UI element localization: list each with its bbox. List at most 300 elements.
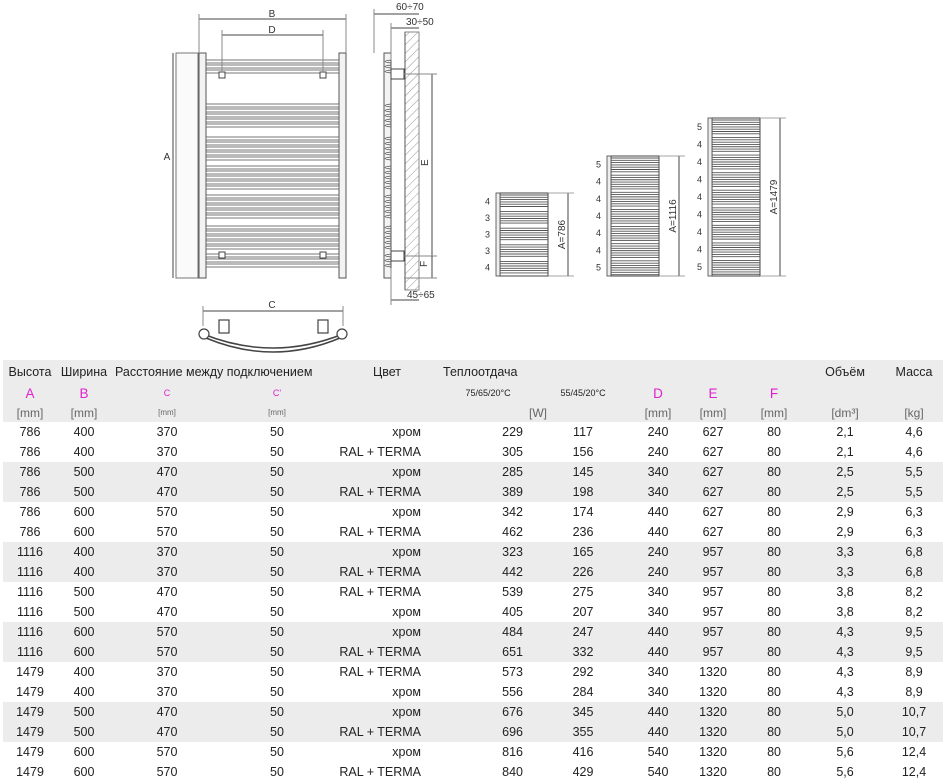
table-cell: 50 xyxy=(270,585,284,599)
table-cell: 786 xyxy=(19,445,41,459)
table-cell: 470 xyxy=(156,605,178,619)
table-cell: 389 xyxy=(443,482,533,502)
table-cell: 600 xyxy=(57,622,111,642)
table-cell: 400 xyxy=(73,445,95,459)
model-spacing-label: 4 xyxy=(696,174,702,185)
table-cell: 470 xyxy=(111,462,223,482)
label-a: A xyxy=(163,152,171,163)
table-cell: 50 xyxy=(270,445,284,459)
table-cell: 2,5 xyxy=(805,462,885,482)
table-cell: 370 xyxy=(111,562,223,582)
side-view xyxy=(374,9,437,305)
model-height-label: A=786 xyxy=(557,219,568,250)
letter-e: E xyxy=(683,383,743,403)
table-row xyxy=(3,462,943,482)
table-cell: 786 xyxy=(19,505,41,519)
table-row xyxy=(3,502,943,522)
table-cell: 1479 xyxy=(16,685,44,699)
table-cell: RAL + TERMA xyxy=(331,722,443,742)
table-cell: RAL + TERMA xyxy=(339,665,422,679)
model-spacing-label: 4 xyxy=(696,227,702,238)
table-cell: 340 xyxy=(647,605,669,619)
table-cell: 1320 xyxy=(683,722,743,742)
table-cell: 156 xyxy=(572,445,594,459)
table-cell: 229 xyxy=(502,425,524,439)
rail xyxy=(206,147,339,150)
table-cell: 1479 xyxy=(3,702,57,722)
table-cell: 400 xyxy=(73,425,95,439)
table-cell: 470 xyxy=(111,482,223,502)
table-cell: 440 xyxy=(633,722,683,742)
table-cell: 570 xyxy=(111,642,223,662)
table-cell: 80 xyxy=(743,462,805,482)
unit-volume: [dm³] xyxy=(805,403,885,422)
table-cell: 405 xyxy=(502,605,524,619)
table-cell: RAL + TERMA xyxy=(339,525,422,539)
table-cell: 500 xyxy=(73,605,95,619)
table-cell: 400 xyxy=(57,542,111,562)
table-cell: 8,2 xyxy=(905,585,923,599)
table-cell: 174 xyxy=(572,505,594,519)
label-d: D xyxy=(268,25,276,36)
table-cell: 1116 xyxy=(3,562,57,582)
table-cell: 540 xyxy=(647,765,669,779)
table-cell: 500 xyxy=(57,482,111,502)
table-cell: 1116 xyxy=(17,605,43,619)
table-cell: 696 xyxy=(443,722,533,742)
rail xyxy=(206,241,339,244)
table-cell: хром xyxy=(392,745,422,759)
model-spacing-label: 4 xyxy=(696,209,702,220)
model-spacing-label: 4 xyxy=(484,262,490,273)
table-cell: хром xyxy=(392,685,422,699)
table-cell: 236 xyxy=(572,525,594,539)
unit-c2: [mm] xyxy=(223,403,331,422)
rail xyxy=(206,226,339,229)
table-cell: 627 xyxy=(702,525,724,539)
model-spacing-label: 4 xyxy=(595,228,601,239)
table-cell: 600 xyxy=(73,505,95,519)
table-cell: 2,5 xyxy=(805,482,885,502)
table-cell: 198 xyxy=(533,482,633,502)
table-cell: 1320 xyxy=(683,702,743,722)
table-cell: 440 xyxy=(647,505,669,519)
rail xyxy=(206,195,339,198)
rail xyxy=(206,70,339,73)
rail xyxy=(206,157,339,160)
table-cell: 226 xyxy=(533,562,633,582)
rail xyxy=(206,104,339,107)
table-cell: хром xyxy=(392,505,422,519)
table-row xyxy=(3,542,943,562)
model-collector xyxy=(708,118,712,276)
table-cell: 400 xyxy=(73,665,95,679)
table-cell: 370 xyxy=(111,542,223,562)
table-cell: 6,3 xyxy=(905,505,923,519)
rail xyxy=(206,166,339,169)
table-cell: 370 xyxy=(156,685,178,699)
table-row xyxy=(3,742,943,762)
table-cell: 570 xyxy=(156,765,178,779)
header-color: Цвет xyxy=(331,360,443,383)
table-cell: 340 xyxy=(633,462,683,482)
table-cell: 80 xyxy=(767,605,781,619)
table-cell: 4,3 xyxy=(805,642,885,662)
table-cell: 570 xyxy=(156,505,178,519)
table-cell: 627 xyxy=(683,482,743,502)
model-spacing-label: 5 xyxy=(696,262,702,273)
table-cell: RAL + TERMA xyxy=(331,642,443,662)
table-cell: 50 xyxy=(270,525,284,539)
table-cell: 340 xyxy=(647,665,669,679)
table-cell: 240 xyxy=(633,542,683,562)
table-cell: 275 xyxy=(572,585,594,599)
table-cell: 786 xyxy=(3,482,57,502)
unit-mass: [kg] xyxy=(885,403,943,422)
rail xyxy=(206,236,339,239)
table-cell: 50 xyxy=(223,482,331,502)
table-row xyxy=(3,482,943,502)
rail xyxy=(206,60,339,63)
model-spacing-label: 4 xyxy=(595,245,601,256)
table-cell: 80 xyxy=(743,482,805,502)
unit-c: [mm] xyxy=(111,403,223,422)
table-cell: 1116 xyxy=(3,542,57,562)
table-cell: 8,9 xyxy=(905,665,923,679)
label-e: E xyxy=(420,159,431,166)
unit-d: [mm] xyxy=(633,403,683,422)
table-cell: 4,6 xyxy=(905,445,923,459)
table-cell: 1116 xyxy=(3,642,57,662)
model-spacing-label: 5 xyxy=(595,262,601,273)
model-3 xyxy=(697,118,786,276)
table-cell: 3,8 xyxy=(836,585,854,599)
table-cell: 50 xyxy=(270,665,284,679)
label-c: C xyxy=(268,300,276,311)
unit-f: [mm] xyxy=(743,403,805,422)
table-cell: 840 xyxy=(502,765,524,779)
table-cell: 50 xyxy=(223,702,331,722)
table-cell: 470 xyxy=(156,585,178,599)
table-cell: 80 xyxy=(767,585,781,599)
table-cell: 500 xyxy=(57,702,111,722)
table-body xyxy=(3,422,943,782)
rail xyxy=(206,264,339,267)
table-cell: 957 xyxy=(683,562,743,582)
letter-f: F xyxy=(743,383,805,403)
table-row xyxy=(3,682,943,702)
table-cell: 50 xyxy=(270,505,284,519)
table-cell: 50 xyxy=(223,622,331,642)
table-cell: хром xyxy=(392,605,422,619)
table-cell: RAL + TERMA xyxy=(339,585,422,599)
table-cell: 6,3 xyxy=(905,525,923,539)
table-cell: 786 xyxy=(3,462,57,482)
table-cell: 440 xyxy=(633,642,683,662)
table-cell: хром xyxy=(331,702,443,722)
rail xyxy=(206,231,339,234)
letter-b: B xyxy=(57,383,111,403)
model-spacing-label: 4 xyxy=(595,211,601,221)
table-row xyxy=(3,522,943,542)
table-cell: 4,3 xyxy=(805,622,885,642)
table-cell: 416 xyxy=(572,745,594,759)
model-height-label: A=1479 xyxy=(769,179,780,215)
table-cell: 332 xyxy=(533,642,633,662)
header-heat: Теплоотдача xyxy=(443,360,633,383)
table-cell: 570 xyxy=(156,525,178,539)
model-sketches xyxy=(485,118,786,276)
model-spacing-label: 4 xyxy=(595,176,601,187)
table-cell: 3,3 xyxy=(805,542,885,562)
table-cell: 50 xyxy=(270,765,284,779)
table-cell: 786 xyxy=(19,425,41,439)
table-cell: 3,3 xyxy=(805,562,885,582)
model-spacing-label: 4 xyxy=(595,193,601,204)
table-cell: 80 xyxy=(767,745,781,759)
header-mass: Масса xyxy=(885,360,943,383)
table-cell: 429 xyxy=(572,765,594,779)
rail xyxy=(206,205,339,208)
table-cell: 957 xyxy=(683,622,743,642)
front-view xyxy=(173,14,346,278)
table-cell: 340 xyxy=(633,482,683,502)
label-60-70: 60÷70 xyxy=(396,2,424,13)
table-cell: 207 xyxy=(572,605,594,619)
table-cell: 340 xyxy=(647,585,669,599)
heat-condition-2: 55/45/20°C xyxy=(533,383,633,403)
table-cell: 570 xyxy=(156,745,178,759)
table-cell: 627 xyxy=(702,505,724,519)
table-cell: 8,9 xyxy=(905,685,923,699)
table-cell: 342 xyxy=(502,505,524,519)
table-cell: 484 xyxy=(443,622,533,642)
table-row xyxy=(3,702,943,722)
table-cell: 305 xyxy=(502,445,524,459)
table-cell: RAL + TERMA xyxy=(331,482,443,502)
table-cell: 500 xyxy=(73,585,95,599)
table-header-row xyxy=(3,360,943,383)
model-collector xyxy=(607,156,611,276)
table-cell: 117 xyxy=(573,425,593,439)
letter-d: D xyxy=(633,383,683,403)
table-cell: 786 xyxy=(19,525,41,539)
table-cell: 539 xyxy=(502,585,524,599)
table-cell: 240 xyxy=(633,562,683,582)
table-units-row xyxy=(3,403,943,422)
rail xyxy=(206,254,339,257)
table-cell: 1116 xyxy=(3,622,57,642)
table-cell: 600 xyxy=(57,642,111,662)
table-cell: 2,9 xyxy=(836,525,854,539)
table-cell: 80 xyxy=(743,642,805,662)
model-spacing-label: 5 xyxy=(696,121,702,132)
table-cell: 1320 xyxy=(699,665,727,679)
model-height-label: A=1116 xyxy=(668,199,679,233)
table-cell: 5,0 xyxy=(805,722,885,742)
technical-drawing xyxy=(0,0,946,356)
table-cell: 570 xyxy=(111,622,223,642)
header-height: Высота xyxy=(3,360,57,383)
rail xyxy=(206,114,339,117)
rail xyxy=(206,171,339,174)
table-cell: 470 xyxy=(111,702,223,722)
table-cell: 284 xyxy=(572,685,594,699)
table-cell: 400 xyxy=(73,685,95,699)
table-cell: 957 xyxy=(702,585,724,599)
table-cell: 340 xyxy=(647,685,669,699)
table-cell: 370 xyxy=(156,445,178,459)
table-cell: 627 xyxy=(702,445,724,459)
table-row xyxy=(3,582,943,602)
table-cell: 345 xyxy=(533,702,633,722)
table-row xyxy=(3,722,943,742)
heat-condition-1: 75/65/20°C xyxy=(443,383,533,403)
table-cell: 1479 xyxy=(3,722,57,742)
table-cell: 50 xyxy=(270,685,284,699)
table-cell: 627 xyxy=(683,462,743,482)
table-cell: 80 xyxy=(767,685,781,699)
table-cell: хром xyxy=(331,542,443,562)
table-cell: 440 xyxy=(647,525,669,539)
table-cell: 240 xyxy=(647,425,669,439)
table-cell: хром xyxy=(331,462,443,482)
table-cell: 5,0 xyxy=(805,702,885,722)
unit-a: [mm] xyxy=(3,403,57,422)
table-cell: 442 xyxy=(443,562,533,582)
table-cell: 80 xyxy=(767,425,781,439)
front-bars xyxy=(206,60,339,267)
table-cell: хром xyxy=(392,425,422,439)
table-cell: 1320 xyxy=(699,765,727,779)
table-cell: 292 xyxy=(572,665,594,679)
letter-c: C xyxy=(111,383,223,403)
table-row xyxy=(3,662,943,682)
header-volume: Объём xyxy=(805,360,885,383)
table-cell: 2,9 xyxy=(836,505,854,519)
table-cell: 370 xyxy=(156,425,178,439)
rail xyxy=(206,65,339,68)
table-cell: 4,3 xyxy=(836,665,854,679)
table-row xyxy=(3,642,943,662)
table-cell: 355 xyxy=(533,722,633,742)
table-cell: 80 xyxy=(743,702,805,722)
table-cell: 50 xyxy=(223,542,331,562)
table-cell: 400 xyxy=(57,562,111,582)
table-cell: 440 xyxy=(633,622,683,642)
table-cell: 500 xyxy=(57,462,111,482)
model-2 xyxy=(596,156,685,276)
table-cell: 540 xyxy=(647,745,669,759)
table-cell: 573 xyxy=(502,665,524,679)
table-cell: 9,5 xyxy=(885,622,943,642)
table-cell: 165 xyxy=(533,542,633,562)
table-letter-row xyxy=(3,383,943,403)
rail xyxy=(206,176,339,179)
model-spacing-label: 4 xyxy=(484,196,490,207)
table-cell: 9,5 xyxy=(885,642,943,662)
rail xyxy=(206,246,339,249)
table-cell: 80 xyxy=(767,445,781,459)
table-cell: 50 xyxy=(270,425,284,439)
table-cell: 50 xyxy=(270,745,284,759)
table-cell: 50 xyxy=(223,722,331,742)
rail xyxy=(206,210,339,213)
model-1 xyxy=(485,193,574,276)
table-cell: 6,8 xyxy=(885,542,943,562)
table-cell: 4,3 xyxy=(836,685,854,699)
table-cell: 50 xyxy=(223,642,331,662)
table-cell: 500 xyxy=(57,722,111,742)
spec-table xyxy=(3,360,943,782)
table-cell: 80 xyxy=(743,622,805,642)
table-cell: 6,8 xyxy=(885,562,943,582)
table-cell: 323 xyxy=(443,542,533,562)
table-cell: 957 xyxy=(683,542,743,562)
table-cell: 80 xyxy=(767,505,781,519)
header-width: Ширина xyxy=(57,360,111,383)
table-cell: 10,7 xyxy=(885,722,943,742)
model-spacing-label: 4 xyxy=(696,192,702,202)
rail xyxy=(206,200,339,203)
rail xyxy=(206,119,339,122)
table-cell: 4,6 xyxy=(905,425,923,439)
table-cell: 50 xyxy=(223,562,331,582)
rail xyxy=(206,142,339,145)
table-cell: RAL + TERMA xyxy=(339,765,422,779)
rail xyxy=(206,137,339,140)
table-row xyxy=(3,762,943,782)
table-cell: 1479 xyxy=(16,665,44,679)
table-cell: 462 xyxy=(502,525,524,539)
rail xyxy=(206,186,339,189)
table-cell: 470 xyxy=(111,722,223,742)
table-cell: 1479 xyxy=(16,745,44,759)
unit-b: [mm] xyxy=(57,403,111,422)
rail xyxy=(206,109,339,112)
table-cell: 5,5 xyxy=(885,482,943,502)
table-row xyxy=(3,442,943,462)
table-cell: 5,6 xyxy=(836,745,854,759)
model-collector xyxy=(496,193,500,276)
table-cell: хром xyxy=(331,622,443,642)
table-cell: 12,4 xyxy=(901,745,927,759)
table-row xyxy=(3,622,943,642)
table-cell: 957 xyxy=(683,642,743,662)
table-cell: 10,7 xyxy=(885,702,943,722)
table-cell: 957 xyxy=(702,605,724,619)
table-cell: 12,4 xyxy=(901,765,927,779)
model-spacing-label: 5 xyxy=(595,159,601,170)
table-cell: 50 xyxy=(223,462,331,482)
table-row xyxy=(3,602,943,622)
table-cell: 5,6 xyxy=(836,765,854,779)
table-cell: 80 xyxy=(767,765,781,779)
table-cell: 285 xyxy=(443,462,533,482)
label-b: B xyxy=(268,9,276,20)
table-cell: 2,1 xyxy=(836,425,854,439)
table-cell: 1320 xyxy=(699,685,727,699)
table-cell: 80 xyxy=(767,665,781,679)
table-cell: 651 xyxy=(443,642,533,662)
table-cell: 50 xyxy=(270,605,284,619)
table-cell: 80 xyxy=(743,542,805,562)
table-cell: 8,2 xyxy=(905,605,923,619)
model-spacing-label: 4 xyxy=(696,244,702,255)
rail xyxy=(206,124,339,127)
table-cell: 80 xyxy=(767,525,781,539)
unit-w: [W] xyxy=(443,403,633,422)
